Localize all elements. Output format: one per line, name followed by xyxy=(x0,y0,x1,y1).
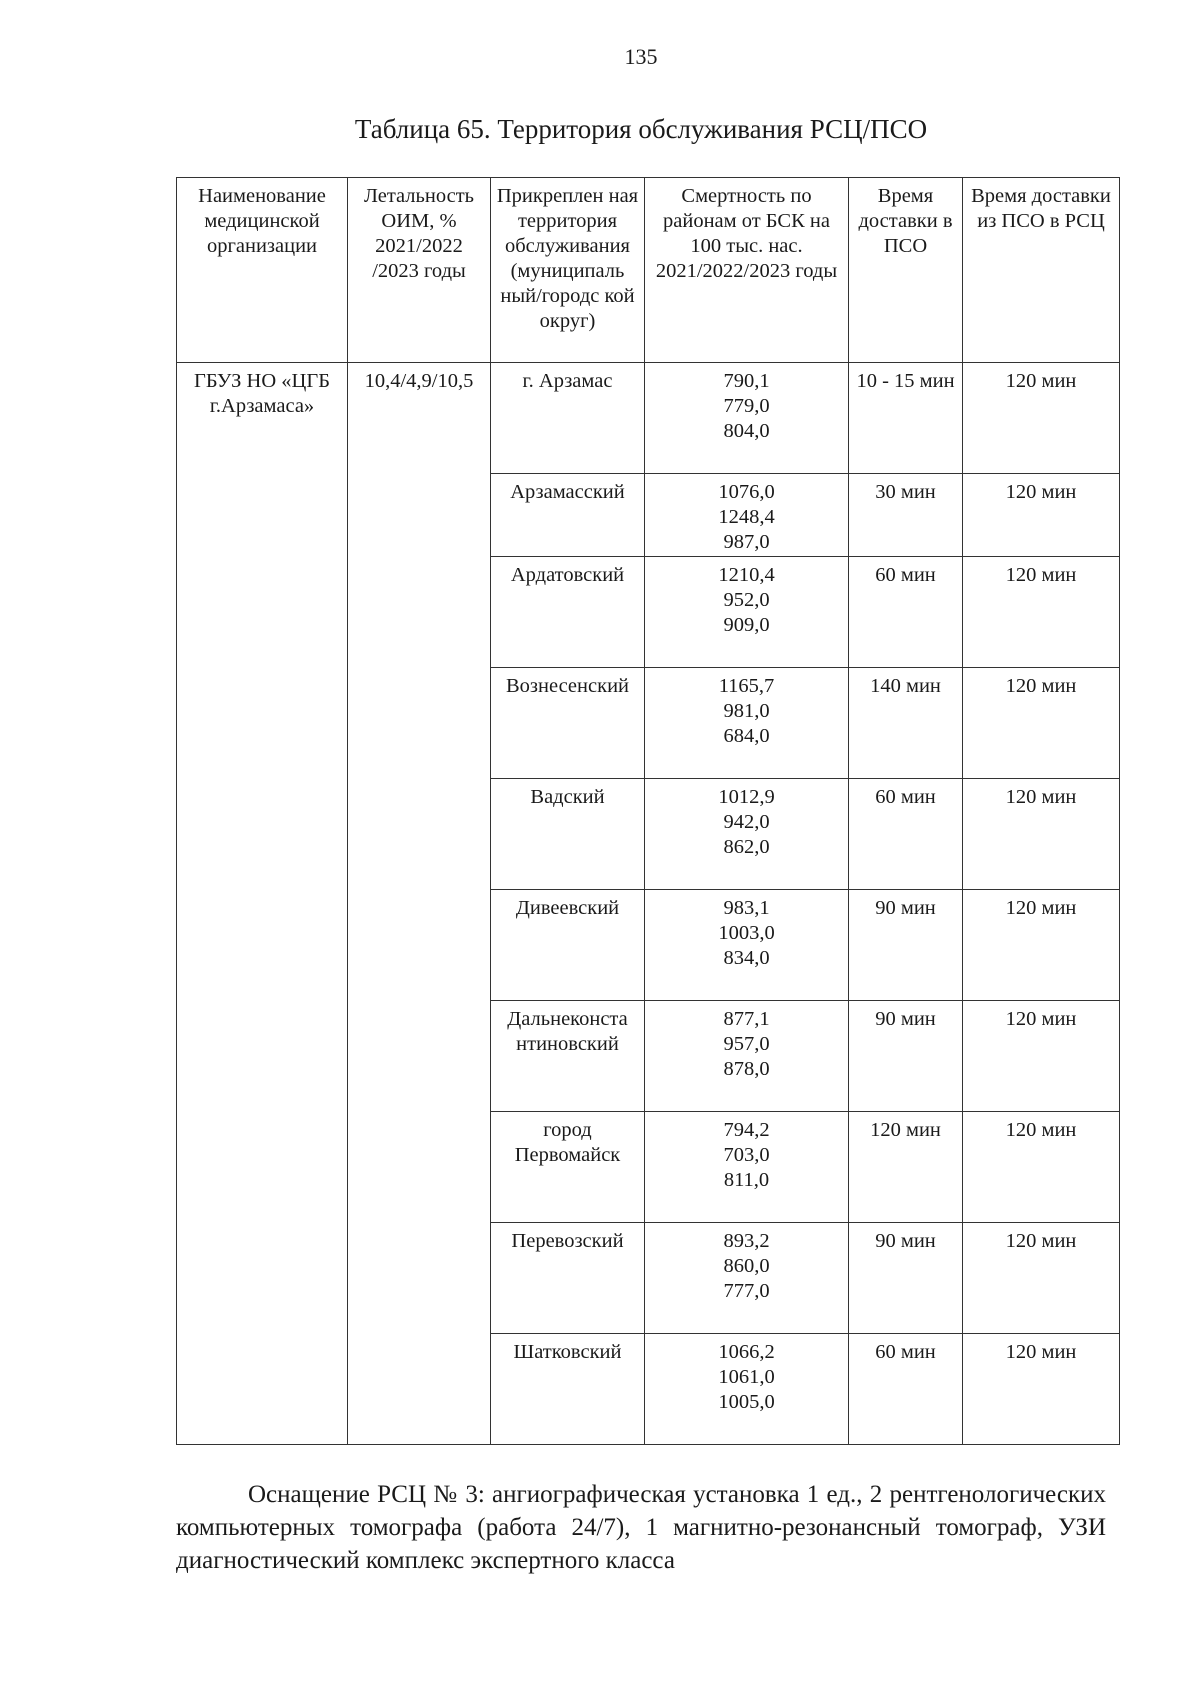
body-paragraph-text: Оснащение РСЦ № 3: ангиографическая установка 1 ед., 2 рентгенологических компьютерных томографа (работа 24/7), 1 магнитно-резонансный томограф, УЗИ диагностический комплекс экспертного класса xyxy=(176,1481,1106,1574)
mortality-value: 1012,9 xyxy=(718,786,775,808)
territory-cell: Ардатовский xyxy=(491,557,645,668)
mortality-value: 1061,0 xyxy=(718,1366,775,1388)
time-to-pso-cell: 90 мин xyxy=(849,1223,963,1334)
time-to-rsc-cell: 120 мин xyxy=(963,1334,1120,1445)
mortality-value: 909,0 xyxy=(723,614,770,636)
territory-cell: Дальнеконста нтиновский xyxy=(491,1001,645,1112)
mortality-value: 1066,2 xyxy=(718,1341,775,1363)
mortality-value: 804,0 xyxy=(723,420,770,442)
lethality-cell: 10,4/4,9/10,5 xyxy=(348,363,491,1445)
mortality-value: 790,1 xyxy=(723,370,770,392)
header-mortality: Смертность по районам от БСК на 100 тыс. нас. 2021/2022/2023 годы xyxy=(645,178,849,363)
time-to-rsc-cell: 120 мин xyxy=(963,1001,1120,1112)
territory-cell: город Первомайск xyxy=(491,1112,645,1223)
mortality-value: 878,0 xyxy=(723,1058,770,1080)
mortality-value: 794,2 xyxy=(723,1119,770,1141)
table-row xyxy=(177,363,1120,474)
mortality-value: 1210,4 xyxy=(718,564,775,586)
mortality-value: 834,0 xyxy=(723,947,770,969)
mortality-cell xyxy=(645,1223,849,1334)
territory-cell: Перевозский xyxy=(491,1223,645,1334)
table-header-row xyxy=(177,178,1120,363)
territory-cell: Арзамасский xyxy=(491,474,645,557)
header-territory: Прикреплен ная территория обслуживания (муниципаль ный/городс кой округ) xyxy=(491,178,645,363)
territory-cell: г. Арзамас xyxy=(491,363,645,474)
table-title: Таблица 65. Территория обслуживания РСЦ/ПСО xyxy=(354,114,928,144)
mortality-cell xyxy=(645,1112,849,1223)
mortality-cell xyxy=(645,363,849,474)
time-to-rsc-cell: 120 мин xyxy=(963,1112,1120,1223)
time-to-pso-cell: 90 мин xyxy=(849,890,963,1001)
mortality-cell xyxy=(645,1334,849,1445)
mortality-value: 1005,0 xyxy=(718,1391,775,1413)
mortality-cell xyxy=(645,668,849,779)
organization-cell: ГБУЗ НО «ЦГБ г.Арзамаса» xyxy=(177,363,348,1445)
time-to-rsc-cell: 120 мин xyxy=(963,779,1120,890)
mortality-value: 1076,0 xyxy=(718,481,775,503)
time-to-rsc-cell: 120 мин xyxy=(963,474,1120,557)
time-to-rsc-cell: 120 мин xyxy=(963,890,1120,1001)
mortality-cell xyxy=(645,779,849,890)
mortality-value: 957,0 xyxy=(723,1033,770,1055)
time-to-pso-cell: 60 мин xyxy=(849,1334,963,1445)
time-to-pso-cell: 60 мин xyxy=(849,557,963,668)
time-to-pso-cell: 140 мин xyxy=(849,668,963,779)
mortality-value: 811,0 xyxy=(723,1169,770,1191)
time-to-rsc-cell: 120 мин xyxy=(963,1223,1120,1334)
territory-cell: Шатковский xyxy=(491,1334,645,1445)
time-to-pso-cell: 120 мин xyxy=(849,1112,963,1223)
mortality-cell xyxy=(645,890,849,1001)
mortality-value: 987,0 xyxy=(723,531,770,553)
mortality-value: 1165,7 xyxy=(718,675,775,697)
territory-cell: Вознесенский xyxy=(491,668,645,779)
header-lethality: Летальность ОИМ, % 2021/2022 /2023 годы xyxy=(348,178,491,363)
mortality-value: 777,0 xyxy=(723,1280,770,1302)
mortality-value: 862,0 xyxy=(723,836,770,858)
mortality-value: 983,1 xyxy=(723,897,770,919)
mortality-value: 877,1 xyxy=(723,1008,770,1030)
time-to-pso-cell: 90 мин xyxy=(849,1001,963,1112)
mortality-cell xyxy=(645,557,849,668)
mortality-value: 684,0 xyxy=(723,725,770,747)
mortality-value: 1248,4 xyxy=(718,506,775,528)
body-paragraph xyxy=(176,1478,1106,1577)
time-to-pso-cell: 60 мин xyxy=(849,779,963,890)
mortality-value: 942,0 xyxy=(723,811,770,833)
page-number: 135 xyxy=(624,44,658,69)
time-to-pso-cell: 30 мин xyxy=(849,474,963,557)
mortality-value: 1003,0 xyxy=(718,922,775,944)
mortality-cell xyxy=(645,1001,849,1112)
time-to-rsc-cell: 120 мин xyxy=(963,557,1120,668)
header-organization: Наименование медицинской организации xyxy=(177,178,348,363)
header-time-to-pso: Время доставки в ПСО xyxy=(849,178,963,363)
mortality-value: 981,0 xyxy=(723,700,770,722)
mortality-value: 703,0 xyxy=(723,1144,770,1166)
mortality-value: 893,2 xyxy=(723,1230,770,1252)
time-to-rsc-cell: 120 мин xyxy=(963,668,1120,779)
territory-cell: Вадский xyxy=(491,779,645,890)
mortality-value: 779,0 xyxy=(723,395,770,417)
territory-cell: Дивеевский xyxy=(491,890,645,1001)
mortality-cell xyxy=(645,474,849,557)
time-to-pso-cell: 10 - 15 мин xyxy=(849,363,963,474)
service-territory-table xyxy=(176,177,1120,1445)
mortality-value: 860,0 xyxy=(723,1255,770,1277)
header-time-to-rsc: Время доставки из ПСО в РСЦ xyxy=(963,178,1120,363)
time-to-rsc-cell: 120 мин xyxy=(963,363,1120,474)
mortality-value: 952,0 xyxy=(723,589,770,611)
